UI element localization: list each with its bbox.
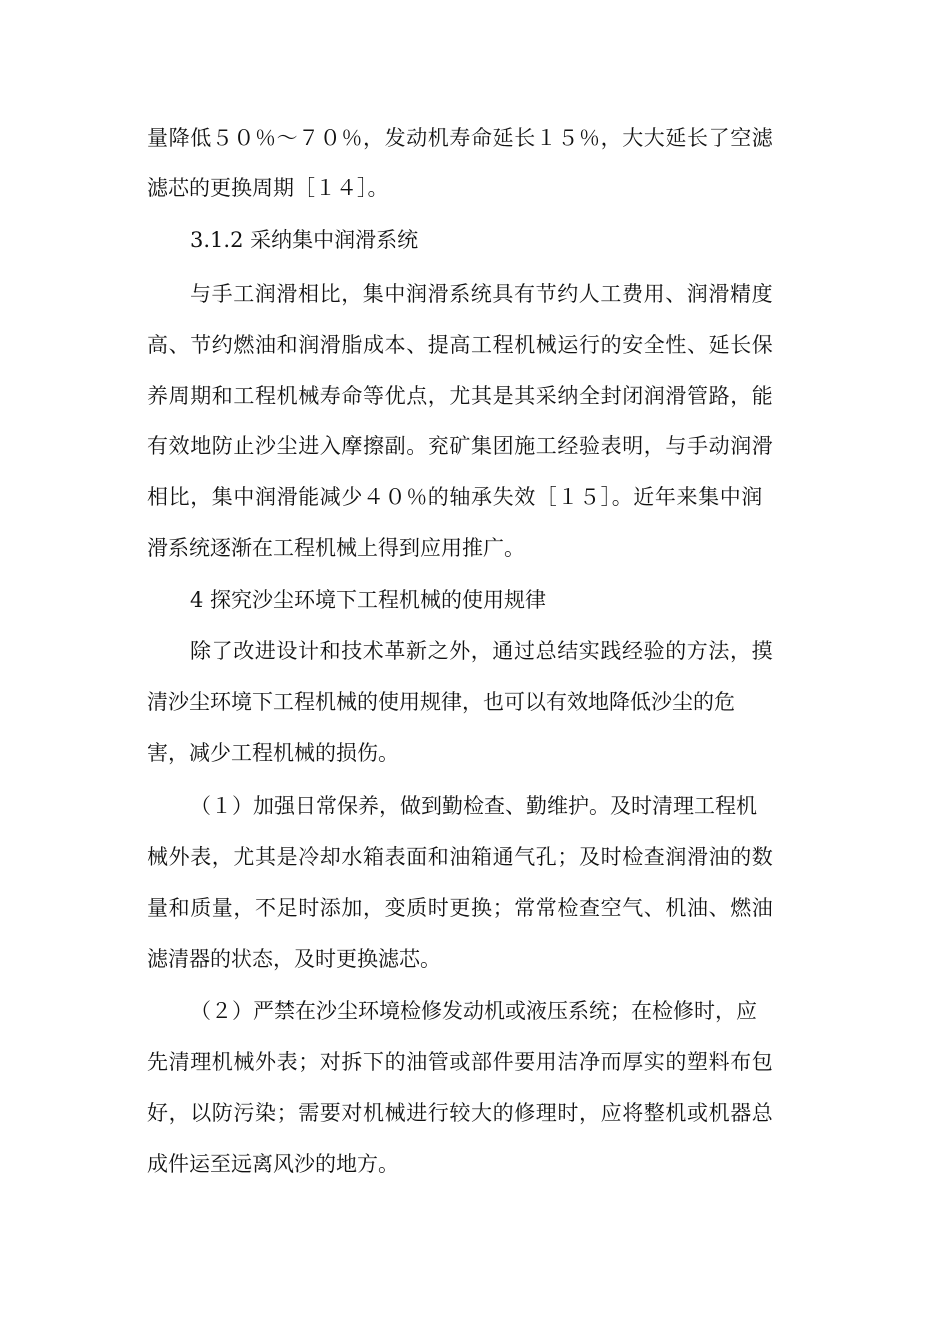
paragraph-line: 滑系统逐渐在工程机械上得到应用推广。 — [147, 536, 525, 560]
section-heading: 3.1.2 采纳集中润滑系统 — [190, 228, 419, 252]
list-item-line: 好，以防污染；需要对机械进行较大的修理时，应将整机或机器总 — [147, 1101, 774, 1125]
paragraph-line: 与手工润滑相比，集中润滑系统具有节约人工费用、润滑精度 — [190, 282, 774, 306]
list-item-line: 先清理机械外表；对拆下的油管或部件要用洁净而厚实的塑料布包 — [147, 1050, 774, 1074]
paragraph-line: 除了改进设计和技术革新之外，通过总结实践经验的方法，摸 — [190, 639, 774, 663]
paragraph-line: 清沙尘环境下工程机械的使用规律，也可以有效地降低沙尘的危 — [147, 690, 735, 714]
paragraph-line: 高、节约燃油和润滑脂成本、提高工程机械运行的安全性、延长保 — [147, 333, 774, 357]
paragraph-line: 有效地防止沙尘进入摩擦副。兖矿集团施工经验表明，与手动润滑 — [147, 434, 774, 458]
list-item-line: 滤清器的状态，及时更换滤芯。 — [147, 947, 441, 971]
paragraph-line: 滤芯的更换周期［１４］。 — [147, 176, 389, 200]
list-item-line: 成件运至远离风沙的地方。 — [147, 1152, 399, 1176]
list-item-line: （２）严禁在沙尘环境检修发动机或液压系统；在检修时，应 — [190, 999, 757, 1023]
paragraph-line: 养周期和工程机械寿命等优点，尤其是其采纳全封闭润滑管路，能 — [147, 384, 774, 408]
section-heading: 4 探究沙尘环境下工程机械的使用规律 — [190, 588, 547, 612]
list-item-line: 量和质量，不足时添加，变质时更换；常常检查空气、机油、燃油 — [147, 896, 774, 920]
list-item-line: （１）加强日常保养，做到勤检查、勤维护。及时清理工程机 — [190, 794, 757, 818]
paragraph-line: 相比，集中润滑能减少４０％的轴承失效［１５］。近年来集中润 — [147, 485, 763, 509]
list-item-line: 械外表，尤其是冷却水箱表面和油箱通气孔；及时检查润滑油的数 — [147, 845, 774, 869]
paragraph-line: 害，减少工程机械的损伤。 — [147, 741, 399, 765]
paragraph-line: 量降低５０％～７０％，发动机寿命延长１５％，大大延长了空滤 — [147, 126, 774, 150]
